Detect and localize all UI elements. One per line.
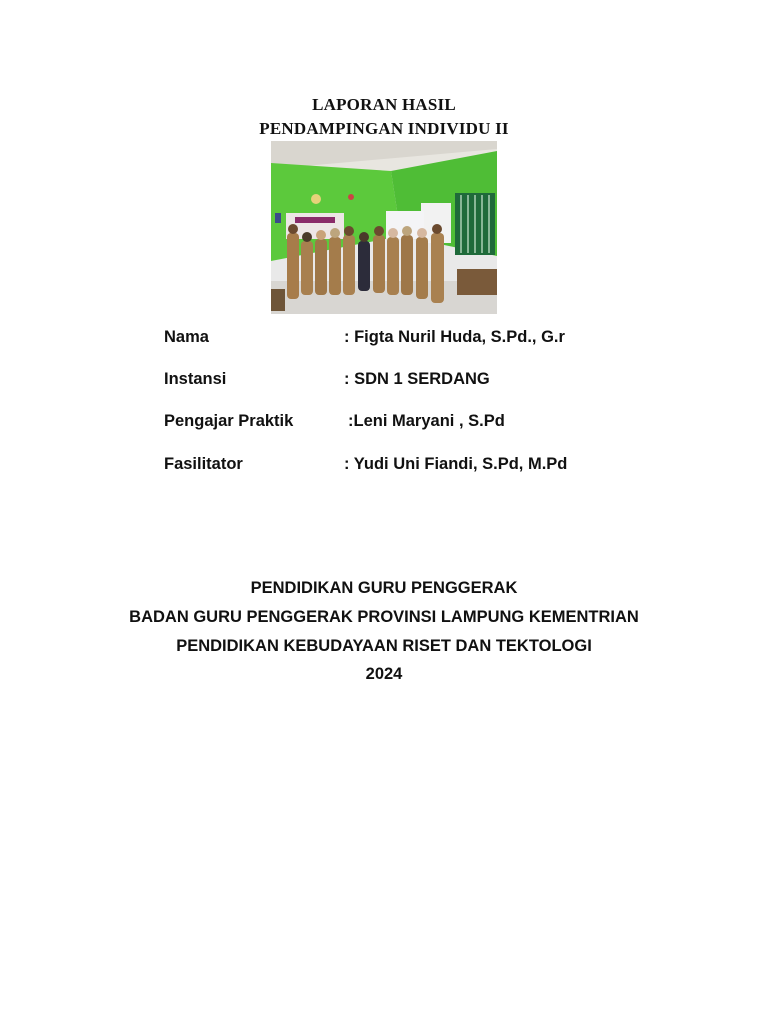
title-line-2: PENDAMPINGAN INDIVIDU II [259, 119, 509, 138]
footer-year: 2024 [365, 665, 403, 683]
group-photo-illustration [271, 141, 497, 314]
footer-line-1: PENDIDIKAN GURU PENGGERAK [250, 579, 518, 597]
info-label-fasilitator: Fasilitator [164, 455, 243, 473]
info-value-fasilitator: : Yudi Uni Fiandi, S.Pd, M.Pd [344, 455, 568, 473]
info-label-instansi: Instansi [164, 370, 227, 388]
footer-line-3: PENDIDIKAN KEBUDAYAAN RISET DAN TEKTOLOGI [176, 637, 592, 655]
footer-line-2: BADAN GURU PENGGERAK PROVINSI LAMPUNG KEMENTRIAN [129, 608, 639, 626]
info-label-pengajar: Pengajar Praktik [164, 412, 294, 430]
group-photo [271, 141, 497, 314]
info-value-nama: : Figta Nuril Huda, S.Pd., G.r [344, 328, 565, 346]
info-value-instansi: : SDN 1 SERDANG [344, 370, 490, 388]
title-line-1: LAPORAN HASIL [312, 95, 456, 114]
info-label-nama: Nama [164, 328, 209, 346]
info-value-pengajar: :Leni Maryani , S.Pd [348, 412, 505, 430]
